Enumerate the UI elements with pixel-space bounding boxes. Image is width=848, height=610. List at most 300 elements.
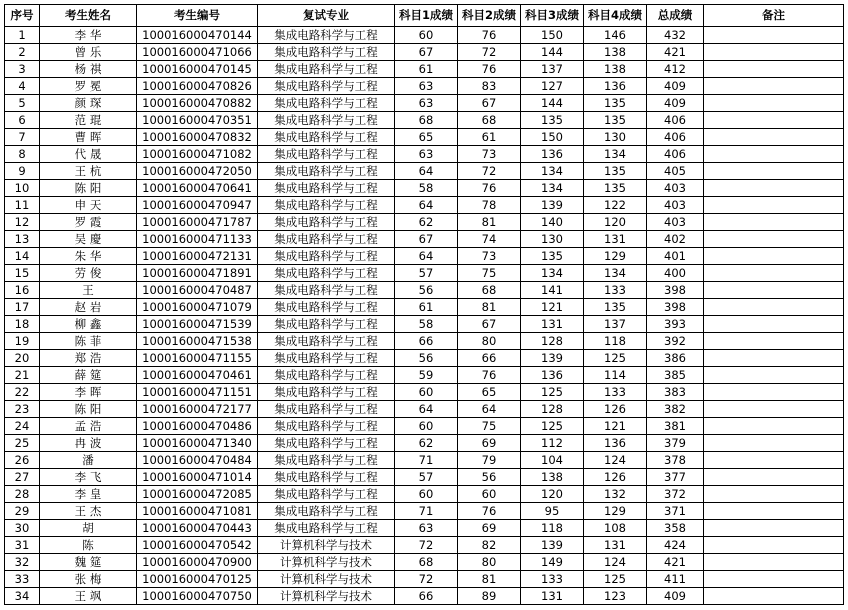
cell-total: 403 [647,214,704,231]
cell-index: 11 [5,197,40,214]
cell-subject4: 108 [584,520,647,537]
cell-candidate-id: 100016000471082 [137,146,258,163]
cell-subject1: 60 [395,418,458,435]
cell-major: 集成电路科学与工程 [258,112,395,129]
cell-subject3: 149 [521,554,584,571]
table-row [5,435,844,452]
cell-subject4: 125 [584,571,647,588]
cell-subject3: 150 [521,27,584,44]
cell-subject1: 64 [395,197,458,214]
cell-name: 李 华 [40,27,137,44]
cell-subject4: 134 [584,265,647,282]
cell-major: 集成电路科学与工程 [258,231,395,248]
cell-subject2: 74 [458,231,521,248]
cell-subject2: 67 [458,95,521,112]
col-header-subject2: 科目2成绩 [458,5,521,27]
cell-remarks [704,588,844,605]
cell-subject2: 75 [458,265,521,282]
cell-subject2: 61 [458,129,521,146]
cell-subject4: 129 [584,503,647,520]
table-row [5,367,844,384]
cell-subject3: 121 [521,299,584,316]
cell-subject3: 140 [521,214,584,231]
table-row [5,27,844,44]
cell-subject3: 112 [521,435,584,452]
cell-index: 17 [5,299,40,316]
cell-index: 16 [5,282,40,299]
cell-total: 421 [647,554,704,571]
cell-subject4: 135 [584,163,647,180]
cell-subject2: 73 [458,248,521,265]
cell-subject3: 131 [521,588,584,605]
cell-remarks [704,231,844,248]
cell-total: 405 [647,163,704,180]
cell-subject2: 83 [458,78,521,95]
cell-index: 6 [5,112,40,129]
cell-subject4: 124 [584,554,647,571]
cell-subject2: 76 [458,503,521,520]
score-sheet [4,4,844,605]
cell-index: 8 [5,146,40,163]
cell-subject2: 76 [458,61,521,78]
cell-subject1: 58 [395,316,458,333]
cell-subject3: 128 [521,333,584,350]
cell-remarks [704,112,844,129]
cell-remarks [704,146,844,163]
cell-name: 王 杭 [40,163,137,180]
cell-candidate-id: 100016000470882 [137,95,258,112]
cell-name: 李 飞 [40,469,137,486]
cell-subject4: 114 [584,367,647,384]
cell-index: 32 [5,554,40,571]
cell-name: 王 飒 [40,588,137,605]
cell-index: 30 [5,520,40,537]
cell-total: 386 [647,350,704,367]
cell-subject1: 64 [395,163,458,180]
cell-subject2: 89 [458,588,521,605]
cell-major: 计算机科学与技术 [258,537,395,554]
table-row [5,401,844,418]
cell-subject1: 71 [395,503,458,520]
cell-total: 378 [647,452,704,469]
cell-index: 4 [5,78,40,95]
cell-subject3: 138 [521,469,584,486]
cell-subject1: 68 [395,554,458,571]
cell-subject2: 72 [458,44,521,61]
table-row [5,486,844,503]
col-header-id: 考生编号 [137,5,258,27]
table-row [5,452,844,469]
table-row [5,129,844,146]
cell-major: 集成电路科学与工程 [258,384,395,401]
cell-candidate-id: 100016000470900 [137,554,258,571]
cell-candidate-id: 100016000470487 [137,282,258,299]
table-row [5,469,844,486]
cell-subject4: 130 [584,129,647,146]
cell-subject2: 64 [458,401,521,418]
table-header [5,5,844,27]
cell-total: 432 [647,27,704,44]
cell-subject3: 131 [521,316,584,333]
cell-major: 集成电路科学与工程 [258,146,395,163]
cell-subject4: 135 [584,180,647,197]
cell-candidate-id: 100016000470144 [137,27,258,44]
cell-subject2: 73 [458,146,521,163]
cell-index: 15 [5,265,40,282]
cell-remarks [704,333,844,350]
cell-subject4: 125 [584,350,647,367]
cell-subject2: 65 [458,384,521,401]
cell-index: 2 [5,44,40,61]
cell-remarks [704,452,844,469]
cell-total: 402 [647,231,704,248]
cell-subject3: 139 [521,537,584,554]
cell-name: 张 梅 [40,571,137,588]
cell-name: 陈 阳 [40,401,137,418]
cell-major: 集成电路科学与工程 [258,418,395,435]
col-header-index: 序号 [5,5,40,27]
cell-subject4: 134 [584,146,647,163]
cell-remarks [704,503,844,520]
cell-subject4: 135 [584,299,647,316]
cell-subject3: 136 [521,367,584,384]
cell-subject3: 104 [521,452,584,469]
cell-subject1: 68 [395,112,458,129]
cell-remarks [704,214,844,231]
cell-index: 33 [5,571,40,588]
cell-subject4: 138 [584,61,647,78]
table-row [5,316,844,333]
cell-remarks [704,265,844,282]
cell-index: 27 [5,469,40,486]
cell-subject1: 61 [395,61,458,78]
table-row [5,61,844,78]
cell-subject3: 135 [521,248,584,265]
col-header-name: 考生姓名 [40,5,137,27]
cell-subject1: 67 [395,231,458,248]
cell-subject3: 127 [521,78,584,95]
cell-candidate-id: 100016000470486 [137,418,258,435]
cell-subject4: 137 [584,316,647,333]
table-row [5,265,844,282]
cell-index: 7 [5,129,40,146]
cell-subject1: 56 [395,282,458,299]
cell-name: 潘 [40,452,137,469]
cell-candidate-id: 100016000470125 [137,571,258,588]
cell-candidate-id: 100016000472131 [137,248,258,265]
cell-index: 24 [5,418,40,435]
cell-remarks [704,384,844,401]
cell-major: 集成电路科学与工程 [258,486,395,503]
cell-subject3: 125 [521,418,584,435]
cell-index: 14 [5,248,40,265]
cell-remarks [704,418,844,435]
cell-major: 集成电路科学与工程 [258,333,395,350]
cell-subject4: 123 [584,588,647,605]
cell-subject1: 66 [395,588,458,605]
cell-subject2: 68 [458,282,521,299]
cell-candidate-id: 100016000471014 [137,469,258,486]
cell-major: 集成电路科学与工程 [258,503,395,520]
cell-total: 403 [647,180,704,197]
cell-subject2: 76 [458,180,521,197]
cell-subject4: 124 [584,452,647,469]
cell-name: 朱 华 [40,248,137,265]
cell-subject3: 133 [521,571,584,588]
cell-remarks [704,299,844,316]
table-row [5,299,844,316]
cell-index: 19 [5,333,40,350]
cell-total: 385 [647,367,704,384]
cell-subject2: 66 [458,350,521,367]
cell-candidate-id: 100016000472050 [137,163,258,180]
cell-remarks [704,44,844,61]
cell-index: 22 [5,384,40,401]
cell-remarks [704,401,844,418]
cell-index: 20 [5,350,40,367]
cell-subject1: 67 [395,44,458,61]
cell-subject2: 75 [458,418,521,435]
cell-subject4: 138 [584,44,647,61]
cell-major: 集成电路科学与工程 [258,469,395,486]
cell-name: 陈 菲 [40,333,137,350]
table-row [5,163,844,180]
table-row [5,554,844,571]
cell-total: 412 [647,61,704,78]
cell-index: 31 [5,537,40,554]
cell-major: 集成电路科学与工程 [258,367,395,384]
cell-subject4: 136 [584,78,647,95]
cell-total: 372 [647,486,704,503]
cell-subject4: 133 [584,282,647,299]
cell-index: 3 [5,61,40,78]
cell-name: 曹 晖 [40,129,137,146]
cell-name: 申 天 [40,197,137,214]
table-row [5,112,844,129]
cell-major: 集成电路科学与工程 [258,282,395,299]
cell-major: 集成电路科学与工程 [258,401,395,418]
cell-total: 406 [647,112,704,129]
cell-candidate-id: 100016000470351 [137,112,258,129]
cell-total: 409 [647,588,704,605]
cell-name: 郑 浩 [40,350,137,367]
cell-total: 398 [647,282,704,299]
cell-remarks [704,554,844,571]
cell-remarks [704,350,844,367]
cell-subject2: 67 [458,316,521,333]
cell-total: 398 [647,299,704,316]
cell-name: 赵 岩 [40,299,137,316]
header-row [5,5,844,27]
table-row [5,384,844,401]
col-header-total: 总成绩 [647,5,704,27]
cell-subject1: 57 [395,469,458,486]
cell-total: 424 [647,537,704,554]
col-header-remarks: 备注 [704,5,844,27]
cell-total: 406 [647,129,704,146]
cell-candidate-id: 100016000471066 [137,44,258,61]
cell-subject4: 133 [584,384,647,401]
cell-index: 5 [5,95,40,112]
cell-name: 孟 浩 [40,418,137,435]
cell-candidate-id: 100016000470484 [137,452,258,469]
cell-index: 26 [5,452,40,469]
cell-candidate-id: 100016000470826 [137,78,258,95]
cell-remarks [704,316,844,333]
table-row [5,197,844,214]
cell-major: 集成电路科学与工程 [258,78,395,95]
cell-subject1: 62 [395,435,458,452]
cell-total: 371 [647,503,704,520]
cell-subject1: 72 [395,571,458,588]
cell-subject3: 135 [521,112,584,129]
cell-subject2: 76 [458,367,521,384]
col-header-subject4: 科目4成绩 [584,5,647,27]
cell-remarks [704,95,844,112]
cell-subject2: 78 [458,197,521,214]
cell-total: 409 [647,95,704,112]
cell-subject2: 68 [458,112,521,129]
cell-subject3: 139 [521,197,584,214]
cell-subject4: 121 [584,418,647,435]
cell-subject2: 69 [458,520,521,537]
cell-subject1: 56 [395,350,458,367]
cell-candidate-id: 100016000470542 [137,537,258,554]
cell-total: 382 [647,401,704,418]
cell-subject1: 63 [395,520,458,537]
score-table [4,4,844,605]
table-row [5,231,844,248]
cell-remarks [704,486,844,503]
cell-name: 李 晖 [40,384,137,401]
cell-subject2: 81 [458,299,521,316]
cell-major: 集成电路科学与工程 [258,265,395,282]
cell-major: 集成电路科学与工程 [258,435,395,452]
cell-remarks [704,163,844,180]
cell-index: 23 [5,401,40,418]
cell-name: 陈 [40,537,137,554]
cell-remarks [704,78,844,95]
cell-subject1: 61 [395,299,458,316]
cell-subject1: 71 [395,452,458,469]
cell-name: 李 皇 [40,486,137,503]
col-header-major: 复试专业 [258,5,395,27]
cell-subject1: 63 [395,146,458,163]
cell-subject4: 135 [584,95,647,112]
cell-major: 集成电路科学与工程 [258,61,395,78]
cell-major: 集成电路科学与工程 [258,316,395,333]
cell-subject3: 150 [521,129,584,146]
table-row [5,146,844,163]
table-row [5,418,844,435]
cell-major: 集成电路科学与工程 [258,180,395,197]
cell-index: 34 [5,588,40,605]
cell-candidate-id: 100016000471155 [137,350,258,367]
cell-subject4: 131 [584,231,647,248]
cell-subject1: 63 [395,78,458,95]
cell-subject1: 60 [395,27,458,44]
cell-candidate-id: 100016000470832 [137,129,258,146]
cell-candidate-id: 100016000471891 [137,265,258,282]
cell-subject4: 126 [584,401,647,418]
cell-subject3: 144 [521,44,584,61]
cell-major: 集成电路科学与工程 [258,95,395,112]
table-row [5,95,844,112]
cell-remarks [704,61,844,78]
cell-name: 柳 鑫 [40,316,137,333]
cell-subject1: 60 [395,486,458,503]
cell-subject4: 132 [584,486,647,503]
cell-subject4: 131 [584,537,647,554]
cell-index: 21 [5,367,40,384]
cell-subject2: 76 [458,27,521,44]
cell-remarks [704,248,844,265]
cell-major: 集成电路科学与工程 [258,27,395,44]
cell-subject1: 62 [395,214,458,231]
cell-index: 28 [5,486,40,503]
cell-candidate-id: 100016000470947 [137,197,258,214]
cell-subject2: 79 [458,452,521,469]
cell-name: 颜 琛 [40,95,137,112]
cell-index: 25 [5,435,40,452]
cell-index: 18 [5,316,40,333]
cell-subject4: 118 [584,333,647,350]
cell-remarks [704,469,844,486]
cell-remarks [704,435,844,452]
table-body [5,27,844,605]
table-row [5,78,844,95]
table-row [5,537,844,554]
cell-subject3: 130 [521,231,584,248]
cell-subject2: 69 [458,435,521,452]
table-row [5,282,844,299]
cell-major: 集成电路科学与工程 [258,197,395,214]
cell-total: 409 [647,78,704,95]
cell-subject2: 81 [458,571,521,588]
table-row [5,503,844,520]
cell-subject4: 146 [584,27,647,44]
cell-subject3: 139 [521,350,584,367]
table-row [5,588,844,605]
cell-total: 393 [647,316,704,333]
cell-subject2: 80 [458,333,521,350]
cell-subject2: 60 [458,486,521,503]
cell-subject3: 136 [521,146,584,163]
cell-subject3: 134 [521,180,584,197]
cell-candidate-id: 100016000470641 [137,180,258,197]
cell-major: 集成电路科学与工程 [258,299,395,316]
cell-candidate-id: 100016000470145 [137,61,258,78]
cell-subject3: 125 [521,384,584,401]
cell-subject4: 135 [584,112,647,129]
cell-remarks [704,197,844,214]
cell-subject4: 136 [584,435,647,452]
cell-remarks [704,282,844,299]
cell-subject3: 141 [521,282,584,299]
cell-candidate-id: 100016000470461 [137,367,258,384]
cell-name: 魏 筵 [40,554,137,571]
table-row [5,333,844,350]
cell-total: 403 [647,197,704,214]
cell-subject1: 63 [395,95,458,112]
cell-major: 集成电路科学与工程 [258,44,395,61]
cell-major: 集成电路科学与工程 [258,350,395,367]
cell-major: 计算机科学与技术 [258,588,395,605]
cell-candidate-id: 100016000471787 [137,214,258,231]
cell-subject3: 137 [521,61,584,78]
cell-remarks [704,367,844,384]
cell-name: 罗 冕 [40,78,137,95]
